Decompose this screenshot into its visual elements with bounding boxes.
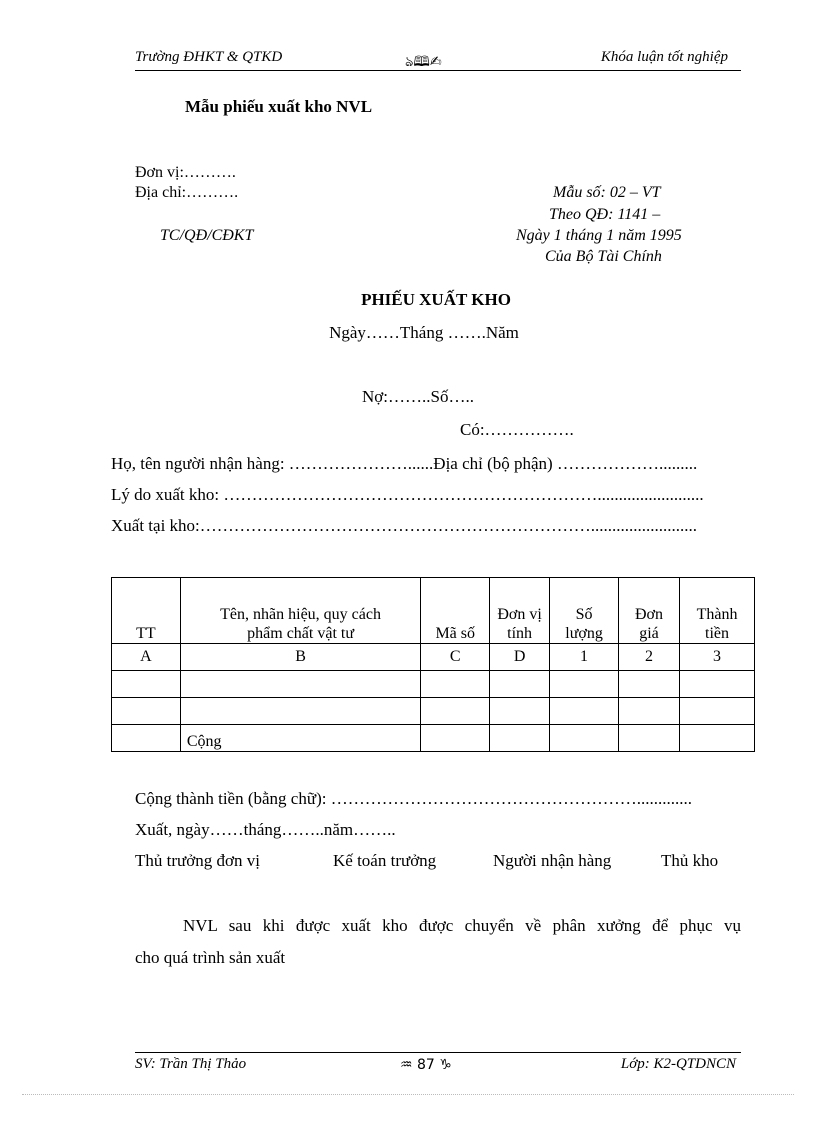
col-header-qty: Số lượng bbox=[550, 578, 619, 644]
debit-line: Nợ:……..Số….. bbox=[362, 387, 474, 406]
form-code-line1: Mẫu số: 02 – VT bbox=[553, 184, 661, 201]
table-cell bbox=[550, 671, 619, 698]
table-cell bbox=[550, 698, 619, 725]
body-paragraph-line1: NVL sau khi được xuất kho được chuyển về phân xưởng để phục vụ bbox=[183, 916, 741, 935]
body-paragraph-line2: cho quá trình sản xuất bbox=[135, 948, 286, 967]
table-cell bbox=[112, 671, 181, 698]
table-cell bbox=[550, 725, 619, 752]
reason-field: Lý do xuất kho: …………………………………………………………......................... bbox=[111, 485, 704, 504]
footer-student: SV: Trần Thị Thảo bbox=[135, 1056, 247, 1072]
table-cell bbox=[421, 671, 490, 698]
items-table bbox=[111, 577, 755, 752]
table-cell bbox=[421, 725, 490, 752]
table-cell: A bbox=[112, 644, 181, 671]
header-thesis: Khóa luận tốt nghiệp bbox=[600, 49, 728, 65]
issue-date-line: Xuất, ngày……tháng……..năm…….. bbox=[135, 820, 396, 839]
footer-class: Lớp: K2-QTDNCN bbox=[620, 1056, 736, 1072]
table-cell: 2 bbox=[619, 644, 680, 671]
table-cell bbox=[619, 725, 680, 752]
table-cell bbox=[680, 698, 755, 725]
table-cell: B bbox=[180, 644, 420, 671]
col-header-name: Tên, nhãn hiệu, quy cách phẩm chất vật tư bbox=[180, 578, 420, 644]
table-row bbox=[112, 698, 755, 725]
form-code-line2: Theo QĐ: 1141 – bbox=[549, 206, 661, 223]
table-cell: 3 bbox=[680, 644, 755, 671]
total-label: Cộng bbox=[180, 725, 420, 752]
table-cell bbox=[490, 671, 550, 698]
header-ornament-icon: ঌ🕮✍ bbox=[405, 54, 442, 70]
recipient-field: Họ, tên người nhận hàng: …………………......Địa chỉ (bộ phận) ………………......... bbox=[111, 454, 698, 473]
col-header-tt: TT bbox=[112, 578, 181, 644]
col-header-price: Đơn giá bbox=[619, 578, 680, 644]
page-edge-divider bbox=[22, 1094, 794, 1095]
unit-label: Đơn vị:………. bbox=[135, 164, 236, 181]
header-rule bbox=[135, 70, 741, 71]
table-cell bbox=[112, 698, 181, 725]
table-row bbox=[112, 671, 755, 698]
table-row-total bbox=[112, 725, 755, 752]
signer-recipient: Người nhận hàng bbox=[493, 851, 612, 870]
table-cell bbox=[180, 671, 420, 698]
table-row-codes bbox=[112, 644, 755, 671]
col-header-amount: Thành tiền bbox=[680, 578, 755, 644]
regulation-ref: TC/QĐ/CĐKT bbox=[160, 227, 254, 244]
table-cell bbox=[421, 698, 490, 725]
footer-rule bbox=[135, 1052, 741, 1053]
col-header-code: Mã số bbox=[421, 578, 490, 644]
signer-director: Thủ trưởng đơn vị bbox=[135, 851, 260, 870]
form-code-line3: Ngày 1 tháng 1 năm 1995 bbox=[516, 227, 682, 244]
table-cell bbox=[490, 725, 550, 752]
warehouse-field: Xuất tại kho:……………………………………………………………......................... bbox=[111, 516, 698, 535]
header-school: Trường ĐHKT & QTKD bbox=[135, 49, 283, 65]
table-cell bbox=[490, 698, 550, 725]
table-cell bbox=[619, 698, 680, 725]
table-cell: 1 bbox=[550, 644, 619, 671]
amount-in-words: Cộng thành tiền (bằng chữ): ………………………………………………............. bbox=[135, 789, 692, 808]
col-header-unit: Đơn vị tính bbox=[490, 578, 550, 644]
section-title: Mẫu phiếu xuất kho NVL bbox=[185, 97, 373, 116]
table-cell: C bbox=[421, 644, 490, 671]
page-number: ♒ 87 ♑ bbox=[400, 1057, 452, 1073]
address-label: Địa chỉ:………. bbox=[135, 184, 239, 201]
table-cell bbox=[680, 671, 755, 698]
form-title: PHIẾU XUẤT KHO bbox=[361, 290, 511, 309]
signer-chief-accountant: Kế toán trưởng bbox=[333, 851, 437, 870]
form-date-line: Ngày……Tháng …….Năm bbox=[329, 323, 519, 342]
table-cell: D bbox=[490, 644, 550, 671]
signer-storekeeper: Thủ kho bbox=[661, 851, 719, 870]
form-code-line4: Của Bộ Tài Chính bbox=[545, 248, 662, 265]
table-cell bbox=[180, 698, 420, 725]
table-cell bbox=[680, 725, 755, 752]
credit-line: Có:……………. bbox=[460, 420, 574, 439]
table-cell bbox=[112, 725, 181, 752]
table-cell bbox=[619, 671, 680, 698]
